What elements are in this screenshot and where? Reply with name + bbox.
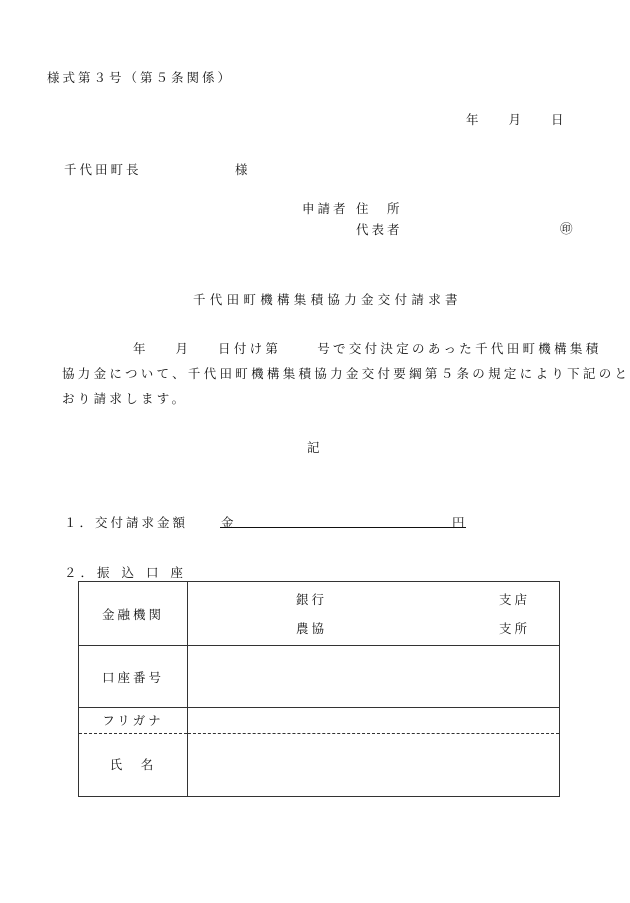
body-year: 年 (133, 341, 146, 356)
bank-text: 銀行 (296, 592, 328, 607)
name-label-cell (79, 708, 188, 797)
addressee-honorific: 様 (235, 162, 251, 177)
item1-label: １．交付請求金額 (64, 515, 189, 530)
body-line-3: おり請求します。 (62, 391, 188, 406)
item2-label: ２．振 込 口 座 (64, 565, 187, 580)
name-label-box (79, 734, 187, 796)
agri-text: 農協 (296, 621, 328, 636)
body-month: 月 (175, 341, 189, 356)
name-value-cell[interactable] (188, 708, 560, 797)
amount-underline (220, 527, 466, 528)
applicant-label: 申請者 (302, 201, 349, 216)
addressee-name: 千代田町長 (64, 162, 142, 177)
furigana-label-box (79, 708, 187, 734)
furigana-field[interactable] (188, 708, 559, 734)
body-line-1 (133, 339, 602, 357)
bank-account-table (78, 581, 560, 797)
date-day: 日 (551, 112, 564, 127)
item1-prefix: 金 (221, 515, 237, 530)
item1-suffix: 円 (452, 515, 468, 530)
applicant-representative-label: 代表者 (356, 222, 403, 237)
account-label-cell (79, 646, 188, 708)
body-date-suffix: 日付け第 (218, 341, 282, 356)
name-label: 氏 名 (109, 757, 157, 772)
name-field[interactable] (188, 734, 559, 796)
account-number-field[interactable] (188, 646, 560, 708)
account-label: 口座番号 (101, 669, 164, 685)
date-line (466, 110, 564, 128)
ki-heading: 記 (307, 440, 323, 455)
institution-value-cell[interactable] (188, 582, 560, 646)
furigana-label: フリガナ (102, 713, 164, 728)
date-year: 年 (466, 112, 479, 127)
institution-label-cell (79, 582, 188, 646)
branch-text: 支店 (499, 592, 531, 607)
agri-branch-text: 支所 (499, 621, 531, 636)
body-number-suffix: 号で交付決定のあった千代田町機構集積 (317, 341, 602, 356)
seal-mark: ㊞ (560, 221, 573, 236)
form-number: 様式第３号（第５条関係） (47, 70, 234, 85)
applicant-address-label: 住 所 (356, 201, 403, 216)
date-month: 月 (508, 112, 522, 127)
document-title: 千代田町機構集積協力金交付請求書 (193, 292, 462, 307)
institution-label: 金融機関 (101, 606, 164, 622)
body-line-2: 協力金について、千代田町機構集積協力金交付要綱第５条の規定により下記のと (62, 366, 630, 381)
